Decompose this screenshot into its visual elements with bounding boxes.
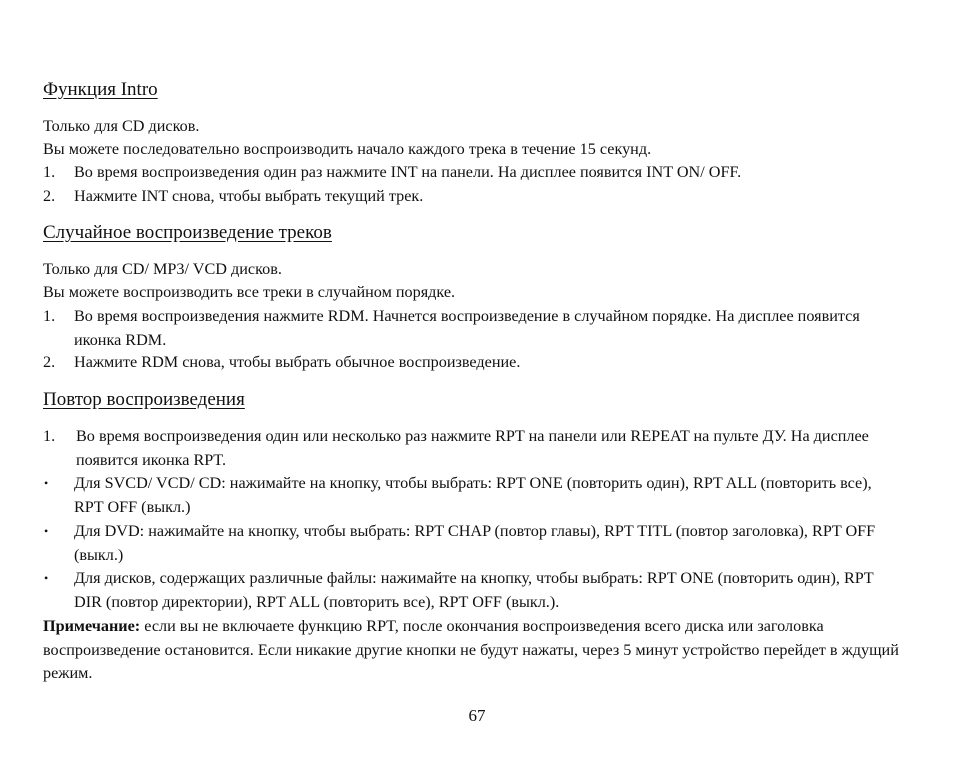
heading-random-playback: Случайное воспроизведение треков: [43, 222, 332, 243]
page-number: 67: [468, 706, 486, 725]
intro-step-1: [43, 161, 903, 185]
step-text: Во время воспроизведения один или несколько раз нажмите RPT на панели или REPEAT на пульте ДУ. На дисплее появится иконка RPT.: [76, 427, 869, 469]
repeat-step-1: [43, 425, 903, 472]
intro-description-text: Вы можете последовательно воспроизводить начало каждого трека в течение 15 секунд.: [43, 140, 652, 158]
bullet-mark: •: [44, 524, 49, 538]
random-step-1: [43, 305, 903, 352]
random-step-2: [43, 351, 903, 375]
step-number: 2.: [43, 187, 56, 205]
bullet-mark: •: [44, 476, 49, 490]
step-number: 2.: [43, 353, 56, 371]
heading-intro: Функция Intro: [43, 79, 158, 100]
bullet-text: Для SVCD/ VCD/ CD: нажимайте на кнопку, чтобы выбрать: RPT ONE (повторить один), RPT ALL (повторить все), RPT OFF (выкл.): [74, 474, 872, 516]
bullet-text: Для дисков, содержащих различные файлы: нажимайте на кнопку, чтобы выбрать: RPT ONE (повторить один), RPT DIR (повтор директории), RPT ALL (повторить все), RPT OFF (выкл.).: [74, 569, 874, 611]
bullet-mark: •: [44, 571, 49, 585]
random-scope-text: Только для CD/ MP3/ VCD дисков.: [43, 260, 282, 278]
repeat-bullet-svcd: [43, 472, 903, 519]
random-description-text: Вы можете воспроизводить все треки в случайном порядке.: [43, 283, 456, 301]
repeat-bullet-files: [43, 567, 903, 614]
repeat-bullet-dvd: [43, 520, 903, 567]
intro-scope-text: Только для CD дисков.: [43, 117, 200, 135]
repeat-note: [43, 615, 903, 686]
step-number: 1.: [43, 307, 56, 325]
note-label: Примечание:: [43, 617, 141, 635]
step-text: Во время воспроизведения один раз нажмите INT на панели. На дисплее появится INT ON/ OFF.: [74, 163, 742, 181]
intro-step-2: [43, 185, 903, 209]
step-text: Во время воспроизведения нажмите RDM. Начнется воспроизведение в случайном порядке. На дисплее появится иконка RDM.: [74, 307, 860, 349]
step-number: 1.: [43, 163, 56, 181]
heading-repeat-playback: Повтор воспроизведения: [43, 389, 245, 410]
step-text: Нажмите INT снова, чтобы выбрать текущий трек.: [74, 187, 424, 205]
bullet-text: Для DVD: нажимайте на кнопку, чтобы выбрать: RPT CHAP (повтор главы), RPT TITL (повтор заголовка), RPT OFF (выкл.): [74, 522, 876, 564]
step-number: 1.: [43, 427, 56, 445]
step-text: Нажмите RDM снова, чтобы выбрать обычное воспроизведение.: [74, 353, 521, 371]
note-text: если вы не включаете функцию RPT, после окончания воспроизведения всего диска или заголовка воспроизведение остановится. Если никакие другие кнопки не будут нажаты, через 5 минут устройство перейдет в ждущий режим.: [43, 617, 899, 682]
